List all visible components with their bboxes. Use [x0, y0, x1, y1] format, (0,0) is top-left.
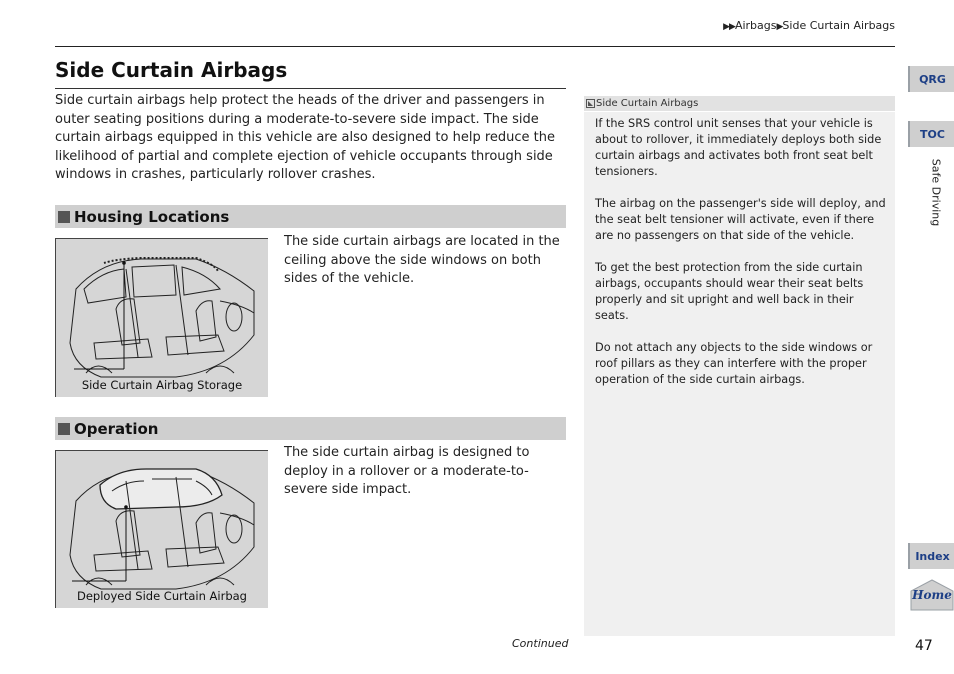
breadcrumb-arrows: ▶▶	[723, 22, 735, 32]
car-interior-illustration	[56, 451, 268, 608]
figure-caption: Deployed Side Curtain Airbag	[76, 589, 247, 603]
sidebar-header	[584, 96, 895, 112]
sidebar-body	[584, 112, 895, 388]
continued-label: Continued	[512, 637, 569, 650]
sidebar-notes	[584, 96, 895, 636]
square-icon	[58, 211, 70, 223]
home-button-label[interactable]: Home	[912, 588, 952, 602]
title-rule	[55, 88, 566, 89]
operation-text: The side curtain airbag is designed to deploy in a rollover or a moderate-to-severe side impact.	[284, 445, 530, 498]
header-rule	[55, 46, 895, 47]
figure-caption: Side Curtain Airbag Storage	[81, 378, 243, 392]
intro-paragraph: Side curtain airbags help protect the heads of the driver and passengers in outer seating positions during a moderate-to-severe side impact. The side curtain airbags equipped in this vehicle are also designed to help reduce the likelihood of partial and complete ejection of vehicle occupants through side windows in crashes, particularly rollover crashes.	[55, 93, 556, 183]
sidebar-paragraph: To get the best protection from the side curtain airbags, occupants should wear their seat belts properly and sit upright and well back in their seats.	[595, 261, 864, 322]
figure-airbag-storage	[55, 238, 268, 397]
page-number: 47	[915, 638, 933, 654]
qrg-tab[interactable]: QRG	[908, 66, 954, 92]
toc-tab[interactable]: TOC	[908, 121, 954, 147]
section-title: Operation	[74, 419, 159, 438]
housing-locations-text: The side curtain airbags are located in the ceiling above the side windows on both sides of the vehicle.	[284, 234, 560, 287]
square-icon	[58, 423, 70, 435]
car-interior-illustration	[56, 239, 268, 397]
section-header-operation	[55, 417, 566, 440]
index-tab[interactable]: Index	[908, 543, 954, 569]
breadcrumb-separator: ▶	[776, 22, 783, 32]
sidebar-title: Side Curtain Airbags	[596, 98, 699, 109]
note-icon	[586, 99, 595, 108]
figure-deployed-airbag	[55, 450, 268, 608]
page-title: Side Curtain Airbags	[55, 58, 288, 82]
sidebar-paragraph: Do not attach any objects to the side windows or roof pillars as they can interfere with the proper operation of the side curtain airbags.	[595, 341, 873, 386]
sidebar-paragraph: The airbag on the passenger's side will deploy, and the seat belt tensioner will activate, even if there are no passengers on that side of the vehicle.	[595, 197, 886, 242]
breadcrumb	[723, 19, 895, 32]
sidebar-paragraph: If the SRS control unit senses that your vehicle is about to rollover, it immediately deploys both side curtain airbags and activates both front seat belt tensioners.	[595, 117, 882, 178]
breadcrumb-current: Side Curtain Airbags	[782, 19, 895, 32]
breadcrumb-parent-link[interactable]: Airbags	[734, 19, 777, 32]
chapter-label	[930, 152, 942, 232]
chapter-label-text: Safe Driving	[929, 158, 943, 227]
section-title: Housing Locations	[74, 207, 230, 226]
section-header-housing-locations	[55, 205, 566, 228]
